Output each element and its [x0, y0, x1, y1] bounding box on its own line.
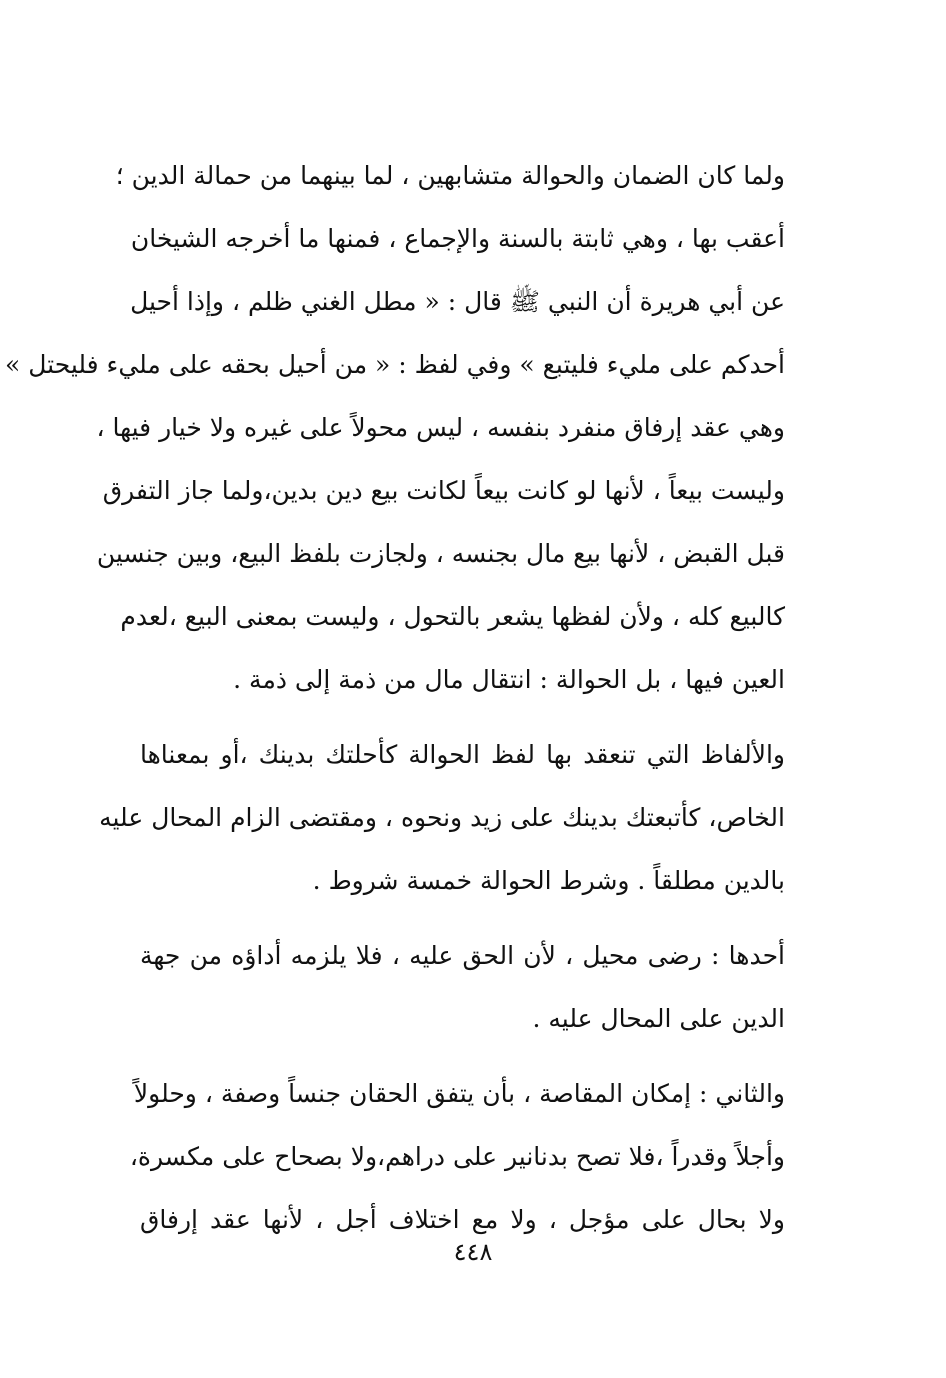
text-line: الدين على المحال عليه .: [532, 1004, 785, 1033]
paragraph-2: [99, 723, 785, 912]
text-line: الخاص، كأتبعتك بدينك على زيد ونحوه ، ومقتضى الزام المحال عليه: [99, 803, 785, 832]
text-line: بالدين مطلقاً . وشرط الحوالة خمسة شروط .: [312, 866, 785, 895]
text-line: قبل القبض ، لأنها بيع مال بجنسه ، ولجازت بلفظ البيع، وبين جنسين: [96, 539, 785, 568]
paragraph-gap: [140, 1050, 785, 1062]
text-line: أعقب بها ، وهي ثابتة بالسنة والإجماع ، فمنها ما أخرجه الشيخان: [130, 224, 785, 253]
paragraph-gap: [140, 912, 785, 924]
text-line: والثاني : إمكان المقاصة ، بأن يتفق الحقان جنساً وصفة ، وحلولاً: [133, 1079, 785, 1108]
text-line: أحدها : رضى محيل ، لأن الحق عليه ، فلا يلزمه أداؤه من جهة: [140, 941, 785, 970]
text-line: كالبيع كله ، ولأن لفظها يشعر بالتحول ، وليست بمعنى البيع ،لعدم: [120, 602, 785, 631]
paragraph-1: [4, 144, 785, 711]
text-line: وأجلاً وقدراً ،فلا تصح بدنانير على دراهم،ولا بصحاح على مكسرة،: [129, 1142, 785, 1171]
page-number: ٤٤٨: [453, 1238, 493, 1266]
text-line: ولا بحال على مؤجل ، ولا مع اختلاف أجل ، لأنها عقد إرفاق: [140, 1205, 785, 1234]
paragraph-3: [140, 924, 785, 1050]
text-line: عن أبي هريرة أن النبي ﷺ قال : « مطل الغني ظلم ، وإذا أحيل: [130, 287, 785, 316]
text-line: وهي عقد إرفاق منفرد بنفسه ، ليس محولاً على غيره ولا خيار فيها ،: [96, 413, 785, 442]
text-line: والألفاظ التي تنعقد بها لفظ الحوالة كأحلتك بدينك ،أو بمعناها: [140, 740, 785, 769]
text-line: العين فيها ، بل الحوالة : انتقال مال من ذمة إلى ذمة .: [233, 665, 785, 694]
page-body: [4, 144, 785, 1251]
text-line: أحدكم على مليء فليتبع » وفي لفظ : « من أحيل بحقه على مليء فليحتل »: [4, 350, 785, 379]
text-line: وليست بيعاً ، لأنها لو كانت بيعاً لكانت بيع دين بدين،ولما جاز التفرق: [102, 476, 785, 505]
paragraph-gap: [140, 711, 785, 723]
text-line: ولما كان الضمان والحوالة متشابهين ، لما بينهما من حمالة الدين ؛: [115, 161, 785, 190]
paragraph-4: [129, 1062, 785, 1251]
